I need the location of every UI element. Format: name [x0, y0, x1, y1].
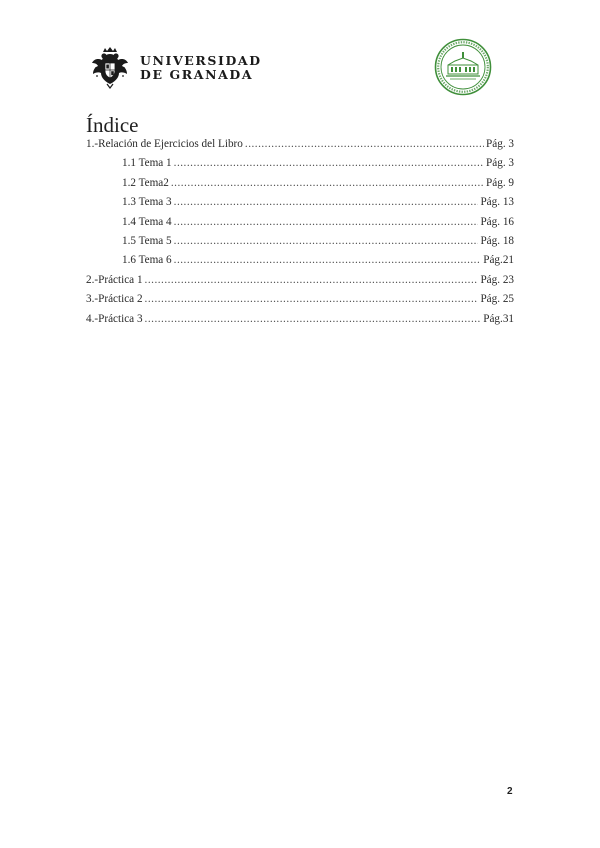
page-number: 2	[507, 786, 513, 797]
toc-entry[interactable]	[86, 293, 514, 312]
toc-entry-page: Pág. 16	[480, 215, 514, 228]
university-name-line1: UNIVERSIDAD	[140, 53, 262, 68]
toc-entry[interactable]	[86, 216, 514, 235]
university-name	[140, 54, 262, 82]
toc-entry-label: 1.2 Tema2	[122, 176, 169, 189]
toc-entry[interactable]	[86, 177, 514, 196]
toc-entry-page: Pág. 25	[480, 293, 514, 306]
toc-dot-leader	[174, 157, 484, 169]
department-seal-icon	[434, 38, 492, 96]
toc-entry[interactable]	[86, 274, 514, 293]
toc-entry-label: 4.-Práctica 3	[86, 312, 143, 325]
toc-dot-leader	[174, 254, 482, 266]
university-name-line2: DE GRANADA	[140, 67, 254, 82]
university-logo	[88, 46, 262, 90]
toc-entry-label: 1.5 Tema 5	[122, 234, 172, 247]
toc-dot-leader	[245, 138, 484, 150]
toc-entry[interactable]	[86, 235, 514, 254]
toc-dot-leader	[174, 235, 479, 247]
toc-entry-label: 3.-Práctica 2	[86, 293, 143, 306]
toc-entry[interactable]	[86, 313, 514, 332]
toc-entry-label: 1.1 Tema 1	[122, 157, 172, 170]
toc-entry-label: 1.-Relación de Ejercicios del Libro	[86, 138, 243, 150]
toc-entry-page: Pág.21	[483, 254, 514, 267]
toc-entry-page: Pág.31	[483, 312, 514, 325]
toc-entry-page: Pág. 18	[480, 234, 514, 247]
toc-dot-leader	[145, 293, 479, 305]
toc-dot-leader	[174, 216, 479, 228]
toc-dot-leader	[174, 196, 479, 208]
toc-entry-page: Pág. 23	[480, 273, 514, 286]
toc-dot-leader	[171, 177, 484, 189]
toc-entry-label: 1.3 Tema 3	[122, 196, 172, 209]
page-header	[0, 0, 600, 100]
page-title: Índice	[86, 113, 139, 137]
toc-entry-page: Pág. 3	[486, 157, 514, 170]
toc-entry[interactable]	[86, 138, 514, 157]
toc-entry[interactable]	[86, 254, 514, 273]
toc-dot-leader	[145, 313, 482, 325]
toc-entry-page: Pág. 9	[486, 176, 514, 189]
toc-entry-label: 1.6 Tema 6	[122, 254, 172, 267]
toc-entry-page: Pág. 3	[486, 138, 514, 150]
toc-entry-label: 1.4 Tema 4	[122, 215, 172, 228]
toc-entry[interactable]	[86, 157, 514, 176]
toc-entry-label: 2.-Práctica 1	[86, 273, 143, 286]
ugr-crest-icon	[88, 46, 132, 90]
toc-entry[interactable]	[86, 196, 514, 215]
table-of-contents	[86, 138, 514, 332]
toc-entry-page: Pág. 13	[480, 196, 514, 209]
toc-dot-leader	[145, 274, 479, 286]
